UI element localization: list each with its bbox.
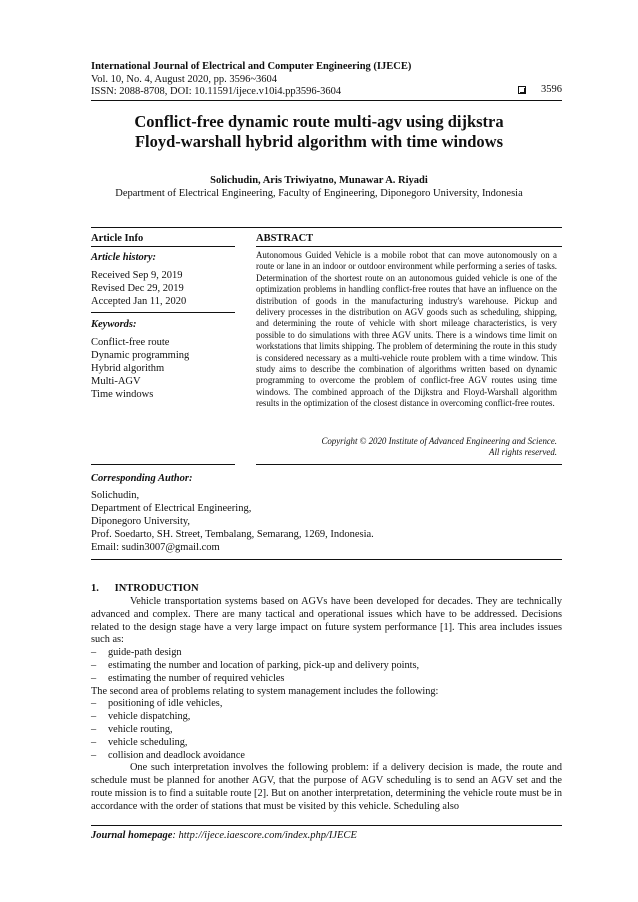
corresponding-heading: Corresponding Author:: [91, 473, 193, 484]
keyword-item: Time windows: [91, 389, 154, 400]
abstract-text: Autonomous Guided Vehicle is a mobile robot that can move autonomously on a route or lane in an indoor or outdoor environment while performing a series of tasks. Determination of the shortest route on an autonomous guided vehicle is one of the optimization problems in handling conflict-free routes that have an influence on the distribution of goods in the manufacturing industry's warehouse. Pickup and delivery processes in the distribution on AGV goods such as scheduling, shipping, and determining the route of vehicle with short mileage characteristics, is very possible to do simulations with three AGV units. There is a windows time limit on workstations that limits shipping. The problem of determining the route in this study is considered necessary as a multi-vehicle route problem with a time window. This study aims to describe the combination of algorithms written based on dynamic programming to overcome the problem of conflict-free AGV routes using time windows. The combined approach of the Dijkstra and Floyd-Warshall algorithm results in the optimization of the closest distance in overcoming conflict-free routes.: [256, 250, 557, 409]
title-line-2: Floyd-warshall hybrid algorithm with time windows: [134, 132, 504, 151]
page-number: 3596: [541, 84, 562, 95]
journal-name: International Journal of Electrical and Computer Engineering (IJECE): [91, 61, 412, 72]
intro-paragraph-1: Vehicle transportation systems based on AGVs have been developed for decades. They are technically advanced and complex. There are many tactical and operational issues which have to be addressed. Decisions related to the design stage have a very large impact on future system performance [1]. This area includes issues such as:: [91, 596, 562, 646]
issn-doi: ISSN: 2088-8708, DOI: 10.11591/ijece.v10i4.pp3596-3604: [91, 86, 342, 97]
history-heading: Article history:: [91, 252, 157, 263]
history-list: [91, 269, 186, 308]
corresponding-department: Department of Electrical Engineering,: [91, 503, 252, 514]
article-info-heading: Article Info: [91, 233, 144, 244]
keyword-item: Dynamic programming: [91, 350, 190, 361]
authors: Solichudin, Aris Triwiyatno, Munawar A. Riyadi: [210, 175, 428, 186]
management-issues-list: [91, 698, 562, 762]
introduction-body: [91, 596, 562, 814]
corresponding-email: Email: sudin3007@gmail.com: [91, 542, 220, 553]
corresponding-rule: [91, 559, 562, 560]
copyright: [256, 436, 557, 459]
intro-paragraph-2: The second area of problems relating to system management includes the following:: [91, 685, 439, 697]
corresponding-name: Solichudin,: [91, 490, 140, 501]
volume-info: Vol. 10, No. 4, August 2020, pp. 3596~3604: [91, 73, 278, 85]
keywords-heading: Keywords:: [91, 319, 137, 330]
keyword-item: Multi-AGV: [91, 376, 141, 387]
list-item: – vehicle scheduling,: [91, 737, 562, 750]
keywords-rule: [91, 312, 235, 313]
running-header: [91, 61, 411, 99]
article-info-rule: [91, 246, 235, 247]
list-item: – estimating the number of required vehicles: [91, 673, 562, 686]
copyright-line-2: All rights reserved.: [489, 447, 557, 458]
list-item: – positioning of idle vehicles,: [91, 698, 562, 711]
list-item: – vehicle routing,: [91, 724, 562, 737]
intro-paragraph-3: One such interpretation involves the following problem: if a delivery decision is made, the route and schedule must be planned for another AGV, that the purpose of AGV scheduling is to send an AGV set and the route mission is to find a suitable route [2]. But on another interpretation, determining the vehicle route must be in accordance with the order of stations that must be visited by this vehicle. Scheduling also: [91, 762, 562, 812]
header-rule: [91, 100, 562, 101]
homepage-label: Journal homepage: [91, 830, 173, 841]
corresponding-details: [91, 489, 374, 554]
keywords-list: [91, 336, 189, 401]
section-rule: [91, 227, 562, 228]
copyright-line-1: Copyright © 2020 Institute of Advanced Engineering and Science.: [321, 436, 557, 446]
introduction-heading: 1. INTRODUCTION: [91, 583, 199, 594]
affiliation: Department of Electrical Engineering, Faculty of Engineering, Diponegoro University, Indonesia: [115, 188, 523, 199]
list-item: – collision and deadlock avoidance: [91, 750, 562, 763]
list-item: – estimating the number and location of parking, pick-up and delivery points,: [91, 660, 562, 673]
info-bottom-rule: [91, 464, 235, 465]
history-revised: Revised Dec 29, 2019: [91, 283, 184, 294]
corresponding-address: Prof. Soedarto, SH. Street, Tembalang, Semarang, 1269, Indonesia.: [91, 529, 374, 540]
history-accepted: Accepted Jan 11, 2020: [91, 296, 187, 307]
footer-rule: [91, 825, 562, 826]
abstract-heading: ABSTRACT: [256, 233, 314, 244]
list-item: – guide-path design: [91, 647, 562, 660]
history-received: Received Sep 9, 2019: [91, 270, 183, 281]
journal-homepage[interactable]: [91, 830, 357, 841]
paper-title: [0, 112, 638, 152]
abstract-rule: [256, 246, 562, 247]
corresponding-university: Diponegoro University,: [91, 516, 191, 527]
keyword-item: Hybrid algorithm: [91, 363, 165, 374]
keyword-item: Conflict-free route: [91, 337, 170, 348]
homepage-url[interactable]: : http://ijece.iaescore.com/index.php/IJECE: [172, 830, 357, 841]
abstract-bottom-rule: [256, 464, 562, 465]
list-item: – vehicle dispatching,: [91, 711, 562, 724]
title-line-1: Conflict-free dynamic route multi-agv using dijkstra: [134, 112, 504, 131]
page-icon: [518, 86, 526, 94]
design-issues-list: [91, 647, 562, 685]
